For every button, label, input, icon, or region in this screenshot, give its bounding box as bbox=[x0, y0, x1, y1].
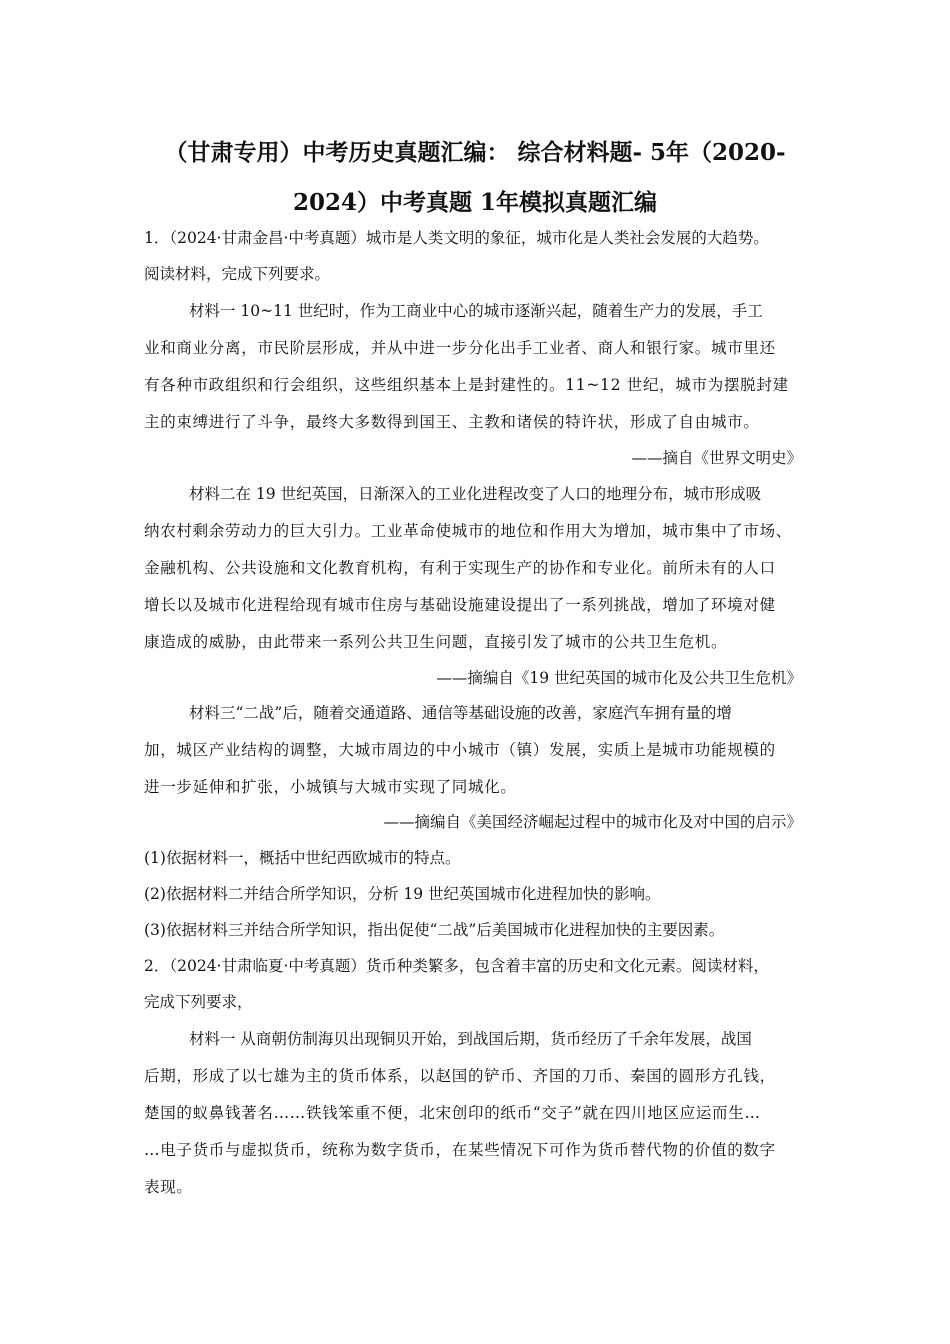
q1-subquestion-1: (1)依据材料一，概括中世纪西欧城市的特点。 bbox=[144, 849, 461, 867]
q2-material1-line: 楚国的蚁鼻钱著名……铁钱笨重不便，北宋创印的纸币“交子”就在四川地区应运而生… bbox=[144, 1104, 761, 1122]
q1-material2-line: 增长以及城市化进程给现有城市住房与基础设施建设提出了一系列挑战，增加了环境对健 bbox=[144, 596, 776, 614]
q1-material2-line: 纳农村剩余劳动力的巨大引力。工业革命使城市的地位和作用大为增加，城市集中了市场、 bbox=[144, 522, 793, 540]
q1-intro-line-2: 阅读材料，完成下列要求。 bbox=[144, 265, 331, 283]
q1-material2-line: 金融机构、公共设施和文化教育机构，有利于实现生产的协作和专业化。前所未有的人口 bbox=[144, 559, 776, 577]
q2-material1-line: …电子货币与虚拟货币，统称为数字货币，在某些情况下可作为货币替代物的价值的数字 bbox=[144, 1141, 776, 1159]
title-line-1: （甘肃专用）中考历史真题汇编： 综合材料题- 5年（2020- bbox=[164, 139, 786, 166]
q1-material3-line: 加，城区产业结构的调整，大城市周边的中小城市（镇）发展，实质上是城市功能规模的 bbox=[144, 741, 776, 759]
q1-material3-line: 材料三“二战”后，随着交通道路、通信等基础设施的改善，家庭汽车拥有量的增 bbox=[189, 704, 732, 722]
q1-material2-line: 材料二在 19 世纪英国，日渐深入的工业化进程改变了人口的地理分布，城市形成吸 bbox=[189, 485, 762, 503]
q1-material3-source: ——摘编自《美国经济崛起过程中的城市化及对中国的启示》 bbox=[383, 813, 802, 831]
q1-material2-source: ——摘编自《19 世纪英国的城市化及公共卫生危机》 bbox=[436, 669, 802, 687]
q1-material1-line: 材料一 10~11 世纪时，作为工商业中心的城市逐渐兴起，随着生产力的发展，手工 bbox=[189, 302, 763, 320]
q1-material3-line: 进一步延伸和扩张，小城镇与大城市实现了同城化。 bbox=[144, 778, 517, 796]
q2-intro-line-1: 2．（2024·甘肃临夏·中考真题）货币种类繁多，包含着丰富的历史和文化元素。阅读材料， bbox=[144, 957, 769, 975]
q1-material1-line: 业和商业分离，市民阶层形成，并从中进一步分化出手工业者、商人和银行家。城市里还 bbox=[144, 339, 776, 357]
q1-subquestion-3: (3)依据材料三并结合所学知识，指出促使“二战”后美国城市化进程加快的主要因素。 bbox=[144, 921, 725, 939]
q1-material1-line: 主的束缚进行了斗争，最终大多数得到国王、主教和诸侯的特许状，形成了自由城市。 bbox=[144, 413, 760, 431]
q1-material1-line: 有各种市政组织和行会组织，这些组织基本上是封建性的。11~12 世纪，城市为摆脱封建 bbox=[144, 376, 789, 394]
q2-material1-line: 材料一 从商朝仿制海贝出现铜贝开始，到战国后期，货币经历了千余年发展，战国 bbox=[189, 1030, 752, 1048]
document-title bbox=[120, 128, 830, 228]
q1-intro-line-1: 1．（2024·甘肃金昌·中考真题）城市是人类文明的象征，城市化是人类社会发展的大趋势。 bbox=[144, 229, 769, 247]
q1-material1-source: ——摘自《世界文明史》 bbox=[631, 449, 802, 467]
title-line-2: 2024）中考真题 1年模拟真题汇编 bbox=[292, 189, 658, 216]
q2-material1-line: 表现。 bbox=[144, 1178, 193, 1196]
q1-material2-line: 康造成的威胁，由此带来一系列公共卫生问题，直接引发了城市的公共卫生危机。 bbox=[144, 633, 728, 651]
q2-material1-line: 后期，形成了以七雄为主的货币体系，以赵国的铲币、齐国的刀币、秦国的圆形方孔钱， bbox=[144, 1067, 776, 1085]
q2-intro-line-2: 完成下列要求， bbox=[144, 993, 253, 1011]
q1-subquestion-2: (2)依据材料二并结合所学知识，分析 19 世纪英国城市化进程加快的影响。 bbox=[144, 885, 661, 903]
